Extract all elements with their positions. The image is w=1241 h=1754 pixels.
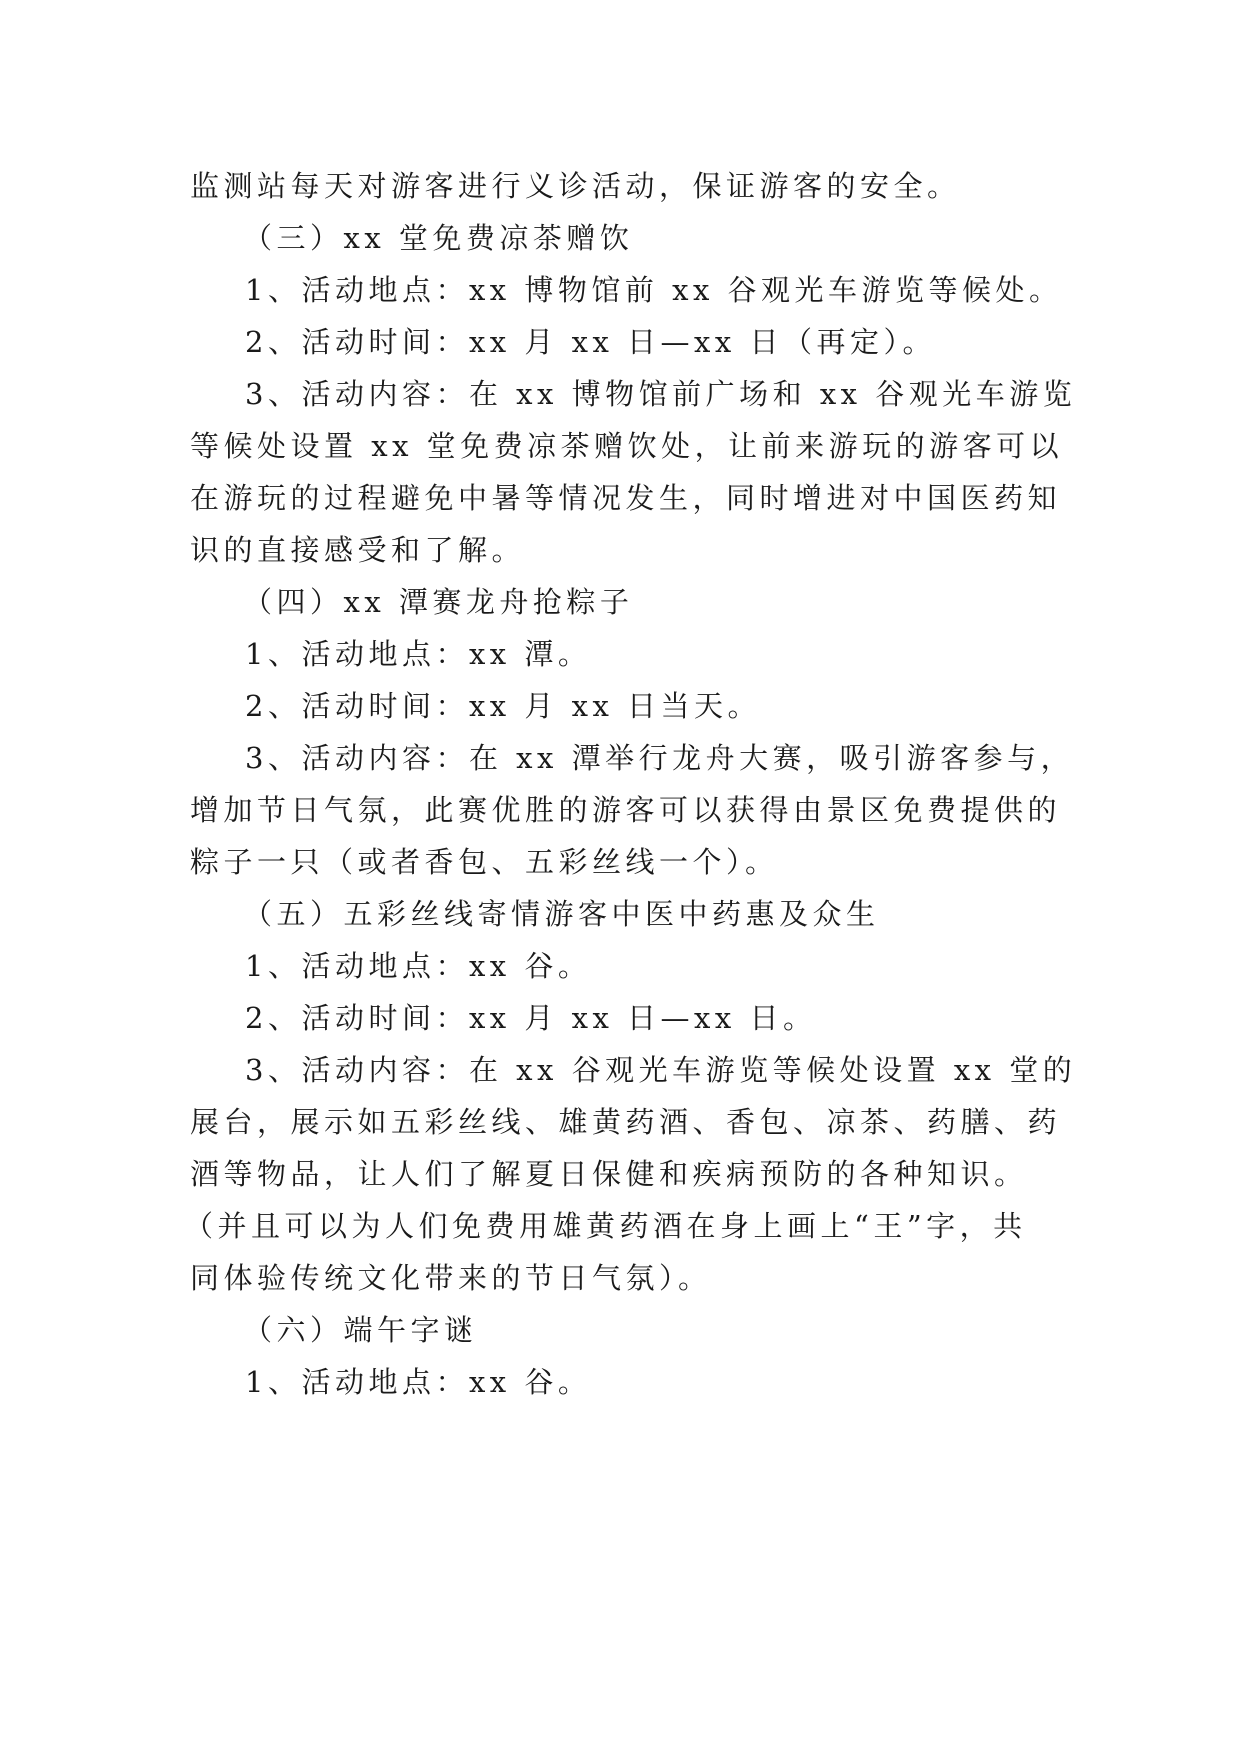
paragraph-line: （并且可以为人们免费用雄黄药酒在身上画上“王”字，共 — [184, 1209, 1027, 1243]
paragraph-line: 3、活动内容：在 xx 谷观光车游览等候处设置 xx 堂的 — [245, 1053, 1077, 1087]
paragraph-line: 同体验传统文化带来的节日气氛）。 — [190, 1261, 712, 1295]
section-heading: （四）xx 潭赛龙舟抢粽子 — [243, 585, 634, 619]
paragraph-line: 1、活动地点：xx 谷。 — [245, 1365, 592, 1399]
section-heading: （三）xx 堂免费凉茶赠饮 — [243, 221, 634, 255]
paragraph-line: 粽子一只（或者香包、五彩丝线一个）。 — [190, 845, 779, 879]
paragraph-line: 1、活动地点：xx 博物馆前 xx 谷观光车游览等候处。 — [245, 273, 1063, 307]
paragraph-line: 2、活动时间：xx 月 xx 日—xx 日。 — [245, 1001, 817, 1035]
paragraph-line: 酒等物品，让人们了解夏日保健和疾病预防的各种知识。 — [190, 1157, 1028, 1191]
paragraph-line: 增加节日气氛，此赛优胜的游客可以获得由景区免费提供的 — [190, 793, 1062, 827]
paragraph-line: 2、活动时间：xx 月 xx 日—xx 日（再定）。 — [245, 325, 936, 359]
paragraph-line: 1、活动地点：xx 潭。 — [245, 637, 592, 671]
paragraph-line: 展台，展示如五彩丝线、雄黄药酒、香包、凉茶、药膳、药 — [190, 1105, 1062, 1139]
paragraph-line: 监测站每天对游客进行义诊活动，保证游客的安全。 — [190, 169, 961, 203]
paragraph-line: 3、活动内容：在 xx 潭举行龙舟大赛，吸引游客参与， — [245, 741, 1075, 775]
paragraph-line: 3、活动内容：在 xx 博物馆前广场和 xx 谷观光车游览 — [245, 377, 1077, 411]
paragraph-line: 识的直接感受和了解。 — [190, 533, 526, 567]
section-heading: （六）端午字谜 — [243, 1313, 478, 1347]
paragraph-line: 在游玩的过程避免中暑等情况发生，同时增进对中国医药知 — [190, 481, 1062, 515]
paragraph-line: 2、活动时间：xx 月 xx 日当天。 — [245, 689, 762, 723]
paragraph-line: 等候处设置 xx 堂免费凉茶赠饮处，让前来游玩的游客可以 — [190, 429, 1064, 463]
paragraph-line: 1、活动地点：xx 谷。 — [245, 949, 592, 983]
section-heading: （五）五彩丝线寄情游客中医中药惠及众生 — [243, 897, 880, 931]
